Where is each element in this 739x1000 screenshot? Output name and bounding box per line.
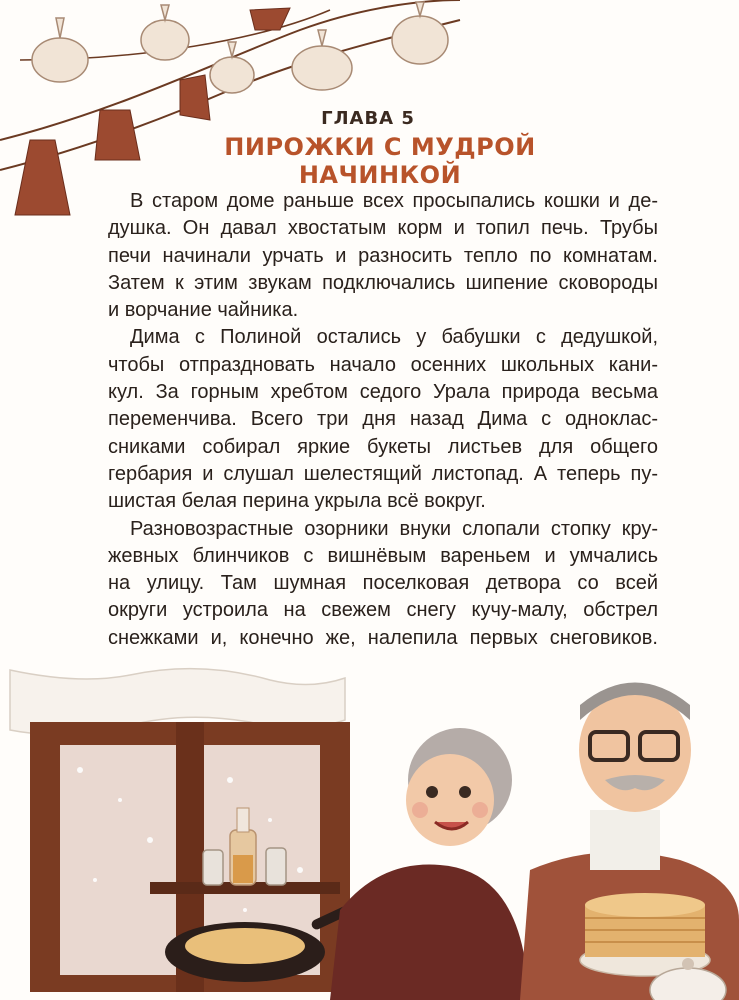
text-line: округи устроила на свежем снегу кучу-малу, обстрел [108,599,658,622]
pepper-shaker-icon [266,848,286,885]
text-line: гербария и слушал шелестящий листопад. А теперь пу- [108,462,658,485]
salt-shaker-icon [203,850,223,885]
text-line: сниками собирал яркие букеты листьев для общего [108,435,658,458]
paragraph [108,324,658,515]
garlic-icon [141,5,189,60]
text-line: шистая белая перина укрыла всё вокруг. [108,490,486,513]
text-line: на улицу. Там шумная поселковая детвора со всей [108,572,658,595]
text-line: Разновозрастные озорники внуки слопали стопку кру- [130,517,658,540]
text-line: Дима с Полиной остались у бабушки с дедушкой, [130,326,658,349]
chapter-number: ГЛАВА 5 [321,108,415,129]
text-line: снежками и, конечно же, налепила первых снеговиков. [108,626,658,649]
garlic-icon [292,30,352,90]
window-pane [60,745,180,975]
text-line: кул. За горным хребтом седого Урала природа весьма [108,381,658,404]
text-line: чтобы отпраздновать начало осенних школьных кани- [108,353,658,376]
kitchen-illustration [0,660,739,1000]
chapter-title: ПИРОЖКИ С МУДРОЙ НАЧИНКОЙ [224,133,536,189]
text-line: переменчива. Всего три дня назад Дима с одноклас- [108,408,658,431]
text-line: душка. Он давал хвостатым корм и топил печь. Трубы [108,217,658,240]
text-line: В старом доме раньше всех просыпались кошки и де- [130,190,658,212]
paragraph [108,188,658,324]
garlic-icon [210,42,254,93]
text-line: Затем к этим звукам подключались шипение сковороды [108,271,658,294]
text-line: и ворчание чайника. [108,299,299,322]
chapter-body [108,188,658,652]
garlic-icon [32,18,88,82]
text-line: печи начинали урчать и разносить тепло по комнатам. [108,244,658,267]
garlic-icon [392,2,448,64]
paragraph [108,516,658,652]
text-line: жевных блинчиков с вишнёвым вареньем и умчались [108,544,658,567]
